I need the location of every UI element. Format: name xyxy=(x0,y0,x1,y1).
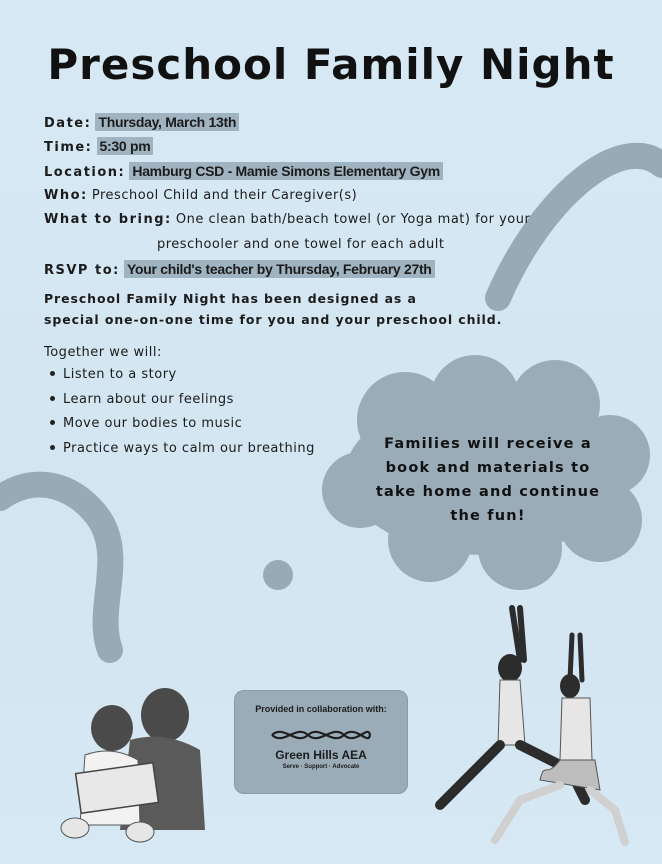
decorative-dot xyxy=(263,560,293,590)
time-label: Time: xyxy=(44,140,93,155)
together-heading: Together we will: xyxy=(44,345,162,360)
collaboration-text: Provided in collaboration with: xyxy=(255,704,387,714)
organization-tagline: Serve · Support · Advocate xyxy=(282,764,360,770)
rsvp-label: RSVP to: xyxy=(44,263,120,278)
cloud-line-3: take home and continue xyxy=(375,484,601,500)
date-row xyxy=(44,114,239,131)
green-hills-logo-icon xyxy=(270,724,372,746)
location-label: Location: xyxy=(44,165,126,180)
date-value: Thursday, March 13th xyxy=(95,113,239,131)
list-item: Learn about our feelings xyxy=(50,390,315,415)
list-item: Listen to a story xyxy=(50,365,315,390)
bring-value-line1: One clean bath/beach towel (or Yoga mat) for your xyxy=(175,212,531,227)
rsvp-row xyxy=(44,261,435,278)
bullet-icon xyxy=(50,445,55,450)
location-value: Hamburg CSD - Mamie Simons Elementary Gym xyxy=(129,162,442,180)
who-row xyxy=(44,188,357,203)
activity-list xyxy=(50,365,315,463)
rsvp-value: Your child's teacher by Thursday, February 27th xyxy=(124,260,435,278)
parent-child-reading-image xyxy=(61,688,205,842)
bring-row xyxy=(44,212,530,227)
event-description xyxy=(44,288,502,330)
time-value: 5:30 pm xyxy=(97,137,154,155)
location-row xyxy=(44,163,443,180)
organization-name: Green Hills AEA xyxy=(275,748,367,762)
bring-label: What to bring: xyxy=(44,212,172,227)
bullet-icon xyxy=(50,420,55,425)
who-label: Who: xyxy=(44,188,88,203)
collaboration-badge xyxy=(234,690,408,794)
bullet-icon xyxy=(50,396,55,401)
description-line-1: Preschool Family Night has been designed as a xyxy=(44,291,417,306)
yoga-figures-image xyxy=(440,608,625,842)
date-label: Date: xyxy=(44,116,92,131)
who-value: Preschool Child and their Caregiver(s) xyxy=(91,188,358,203)
cloud-line-4: the fun! xyxy=(450,508,526,524)
cloud-line-2: book and materials to xyxy=(385,460,591,476)
page-title: Preschool Family Night xyxy=(47,40,615,89)
description-line-2: special one-on-one time for you and your preschool child. xyxy=(44,312,503,327)
cloud-callout-text xyxy=(368,432,608,528)
time-row xyxy=(44,138,153,155)
list-item: Move our bodies to music xyxy=(50,414,315,439)
decorative-squiggle-left xyxy=(0,485,110,650)
cloud-line-1: Families will receive a xyxy=(384,436,592,452)
bring-row-continued xyxy=(157,237,444,252)
list-item: Practice ways to calm our breathing xyxy=(50,439,315,464)
bullet-icon xyxy=(50,371,55,376)
bring-value-line2: preschooler and one towel for each adult xyxy=(157,237,445,252)
